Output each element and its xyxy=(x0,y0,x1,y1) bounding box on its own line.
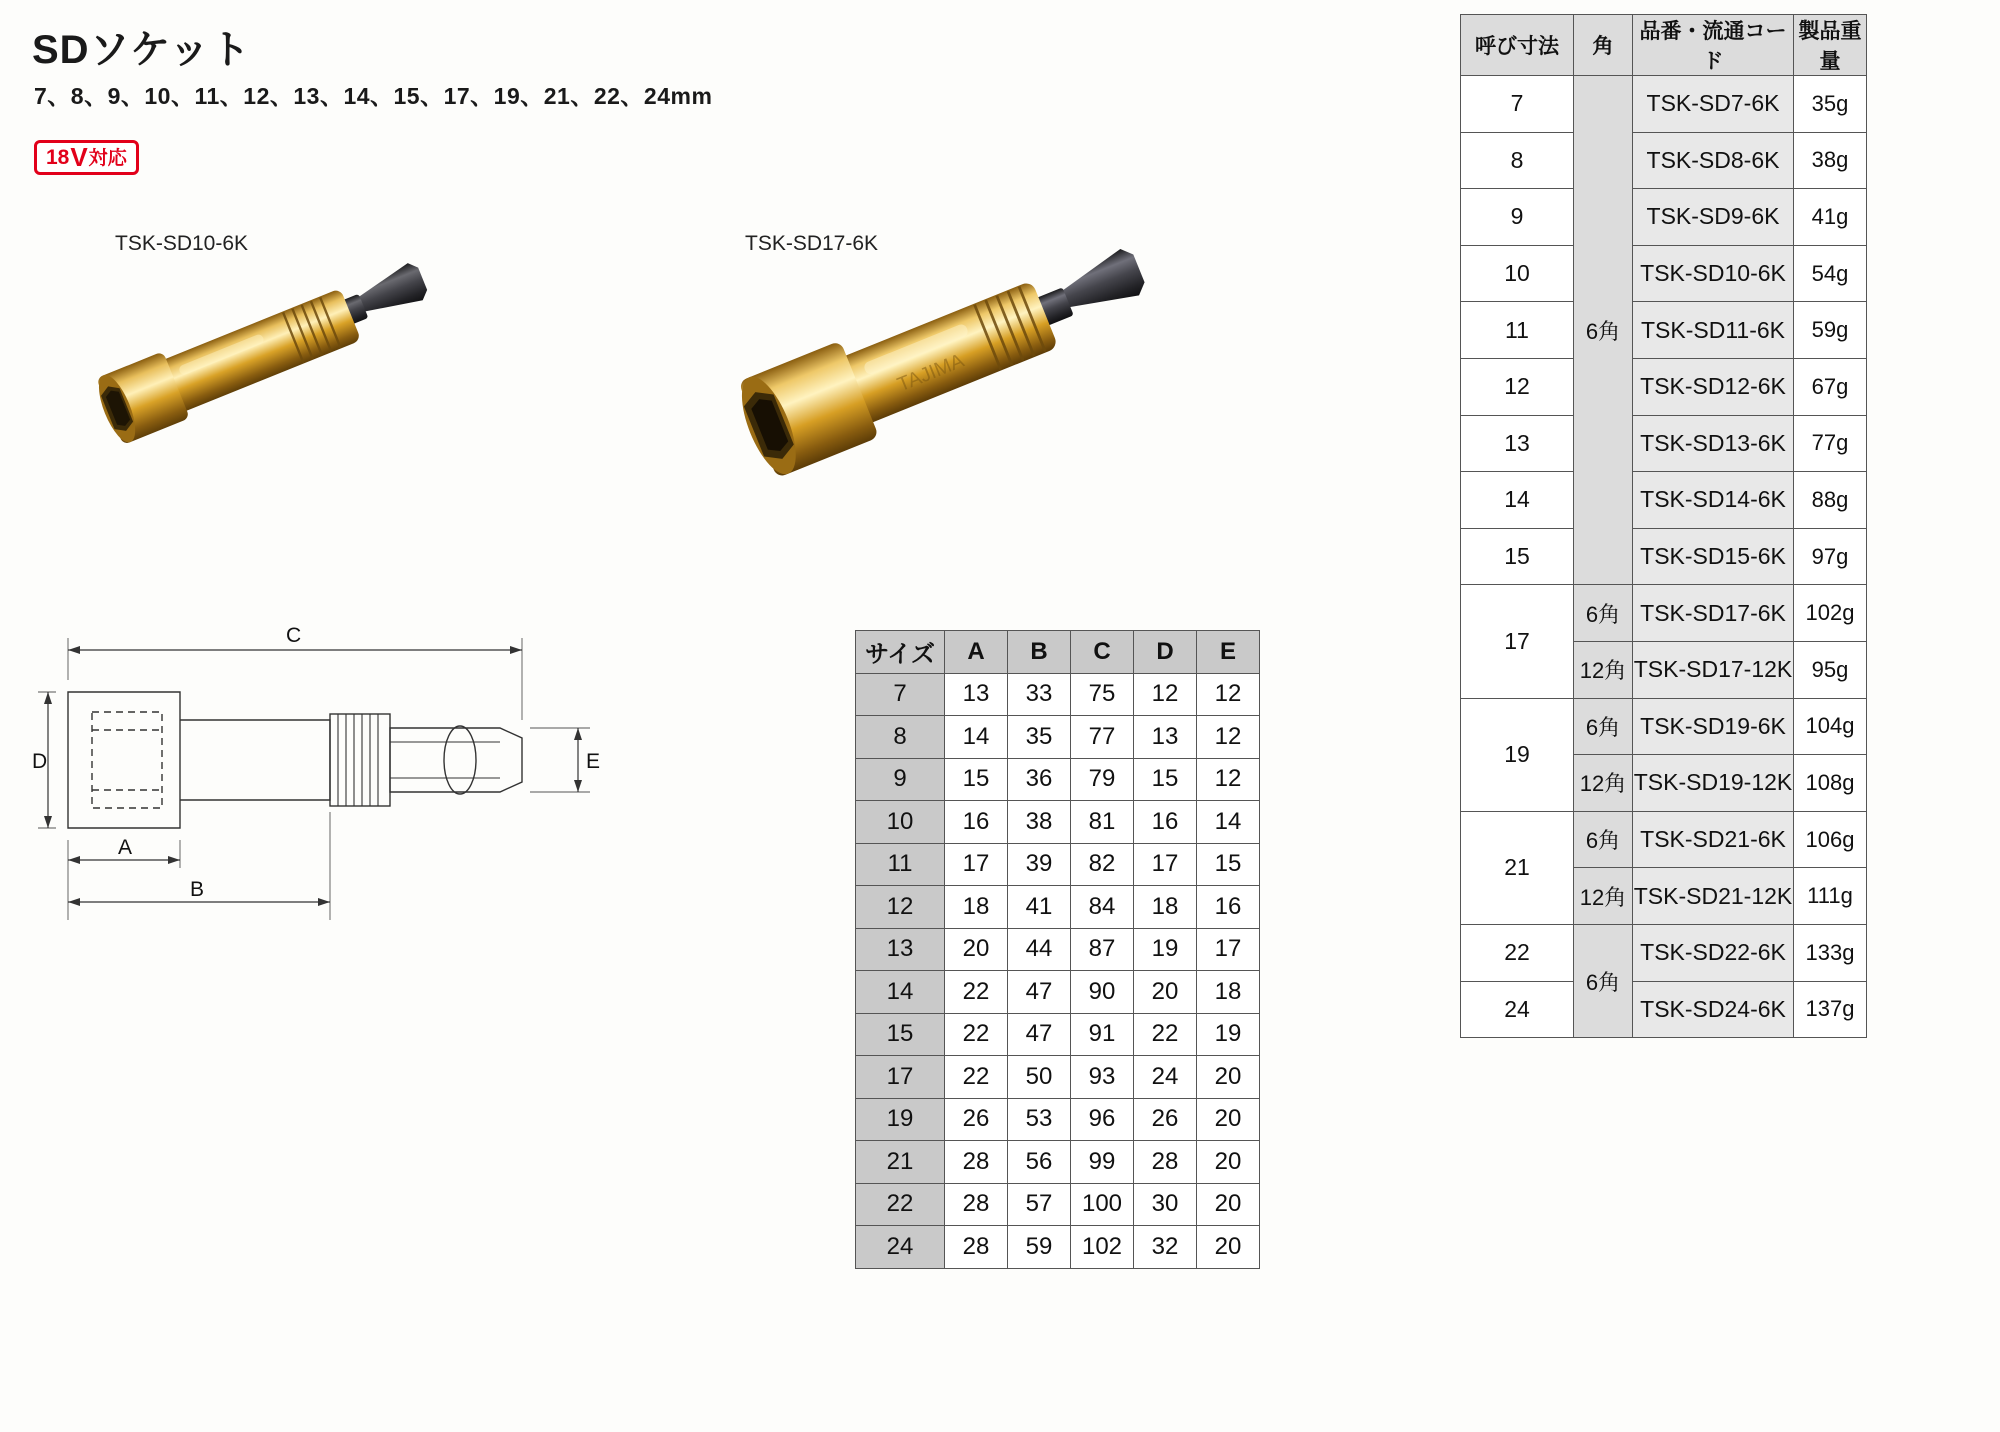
cell-value: 33 xyxy=(1008,673,1071,716)
col-header-b: B xyxy=(1008,631,1071,674)
table-row xyxy=(856,928,1260,971)
cell-value: 13 xyxy=(1134,716,1197,759)
cell-value: 15 xyxy=(1197,843,1260,886)
cell-value: 17 xyxy=(1134,843,1197,886)
cell-value: 16 xyxy=(1134,801,1197,844)
table-row xyxy=(1461,698,1867,755)
cell-value: 20 xyxy=(1134,971,1197,1014)
cell-value: 12 xyxy=(1134,673,1197,716)
cell-value: 12 xyxy=(1197,716,1260,759)
table-row xyxy=(1461,76,1867,133)
table-row xyxy=(856,673,1260,716)
cell-value: 30 xyxy=(1134,1183,1197,1226)
table-row xyxy=(1461,585,1867,642)
table-row xyxy=(1461,924,1867,981)
cell-part-code: TSK-SD8-6K xyxy=(1633,132,1794,189)
cell-value: 50 xyxy=(1008,1056,1071,1099)
cell-value: 12 xyxy=(1197,673,1260,716)
cell-value: 35 xyxy=(1008,716,1071,759)
cell-weight: 38g xyxy=(1794,132,1867,189)
table-row xyxy=(856,886,1260,929)
cell-value: 82 xyxy=(1071,843,1134,886)
cell-kaku: 6角 xyxy=(1574,585,1633,642)
cell-value: 16 xyxy=(945,801,1008,844)
cell-part-code: TSK-SD11-6K xyxy=(1633,302,1794,359)
cell-value: 38 xyxy=(1008,801,1071,844)
part-number-table xyxy=(1460,14,1867,1038)
cell-value: 28 xyxy=(945,1226,1008,1269)
cell-value: 15 xyxy=(1134,758,1197,801)
table-row xyxy=(1461,981,1867,1038)
badge-support-text: 対応 xyxy=(88,148,127,170)
dim-label-a: A xyxy=(118,836,133,859)
cell-value: 24 xyxy=(1134,1056,1197,1099)
cell-value: 39 xyxy=(1008,843,1071,886)
cell-size: 9 xyxy=(856,758,945,801)
badge-volt-unit: V xyxy=(70,142,88,172)
table-row xyxy=(1461,415,1867,472)
product-photo-label-2: TSK-SD17-6K xyxy=(745,232,879,255)
cell-value: 20 xyxy=(1197,1098,1260,1141)
table-row xyxy=(1461,358,1867,415)
cell-nominal-size: 19 xyxy=(1461,698,1574,811)
cell-size: 10 xyxy=(856,801,945,844)
table-row xyxy=(1461,472,1867,529)
cell-nominal-size: 24 xyxy=(1461,981,1574,1038)
cell-weight: 67g xyxy=(1794,358,1867,415)
table-row xyxy=(856,1056,1260,1099)
cell-nominal-size: 17 xyxy=(1461,585,1574,698)
cell-value: 22 xyxy=(1134,1013,1197,1056)
cell-size: 7 xyxy=(856,673,945,716)
cell-weight: 111g xyxy=(1794,868,1867,925)
socket-photo-tsk-sd17 xyxy=(700,190,1320,520)
cell-weight: 137g xyxy=(1794,981,1867,1038)
cell-kaku: 12角 xyxy=(1574,755,1633,812)
cell-nominal-size: 13 xyxy=(1461,415,1574,472)
cell-value: 18 xyxy=(945,886,1008,929)
cell-part-code: TSK-SD24-6K xyxy=(1633,981,1794,1038)
cell-weight: 35g xyxy=(1794,76,1867,133)
cell-value: 19 xyxy=(1197,1013,1260,1056)
table-row xyxy=(1461,811,1867,868)
cell-size: 19 xyxy=(856,1098,945,1141)
table-row xyxy=(856,801,1260,844)
cell-kaku: 6角 xyxy=(1574,698,1633,755)
cell-value: 17 xyxy=(1197,928,1260,971)
cell-part-code: TSK-SD9-6K xyxy=(1633,189,1794,246)
page-subtitle: 7、8、9、10、11、12、13、14、15、17、19、21、22、24mm xyxy=(34,83,713,109)
cell-value: 57 xyxy=(1008,1183,1071,1226)
cell-part-code: TSK-SD21-6K xyxy=(1633,811,1794,868)
cell-kaku: 12角 xyxy=(1574,868,1633,925)
cell-value: 28 xyxy=(945,1141,1008,1184)
cell-value: 93 xyxy=(1071,1056,1134,1099)
product-photo-label-1: TSK-SD10-6K xyxy=(115,232,249,255)
cell-part-code: TSK-SD19-6K xyxy=(1633,698,1794,755)
cell-weight: 106g xyxy=(1794,811,1867,868)
cell-kaku: 6角 xyxy=(1574,924,1633,1037)
cell-value: 96 xyxy=(1071,1098,1134,1141)
cell-weight: 59g xyxy=(1794,302,1867,359)
table-row xyxy=(856,1226,1260,1269)
cell-part-code: TSK-SD17-12K xyxy=(1633,641,1794,698)
cell-weight: 95g xyxy=(1794,641,1867,698)
cell-value: 20 xyxy=(1197,1183,1260,1226)
cell-value: 17 xyxy=(945,843,1008,886)
table-row xyxy=(856,1013,1260,1056)
cell-nominal-size: 8 xyxy=(1461,132,1574,189)
table-row xyxy=(856,971,1260,1014)
cell-weight: 102g xyxy=(1794,585,1867,642)
page-title: SDソケット xyxy=(32,28,252,72)
cell-value: 19 xyxy=(1134,928,1197,971)
col-header-a: A xyxy=(945,631,1008,674)
cell-nominal-size: 11 xyxy=(1461,302,1574,359)
cell-size: 22 xyxy=(856,1183,945,1226)
badge-voltage: 18 xyxy=(46,146,70,170)
cell-value: 81 xyxy=(1071,801,1134,844)
cell-nominal-size: 21 xyxy=(1461,811,1574,924)
cell-value: 90 xyxy=(1071,971,1134,1014)
cell-size: 17 xyxy=(856,1056,945,1099)
cell-nominal-size: 9 xyxy=(1461,189,1574,246)
cell-value: 28 xyxy=(945,1183,1008,1226)
cell-part-code: TSK-SD21-12K xyxy=(1633,868,1794,925)
cell-value: 47 xyxy=(1008,1013,1071,1056)
cell-value: 87 xyxy=(1071,928,1134,971)
table-row xyxy=(856,843,1260,886)
status-badge xyxy=(34,140,139,175)
cell-kaku: 12角 xyxy=(1574,641,1633,698)
dim-label-e: E xyxy=(586,750,601,773)
dim-label-b: B xyxy=(190,878,205,901)
col-header-size: サイズ xyxy=(856,631,945,674)
cell-nominal-size: 10 xyxy=(1461,245,1574,302)
col-header-nominal: 呼び寸法 xyxy=(1461,15,1574,76)
cell-size: 11 xyxy=(856,843,945,886)
cell-nominal-size: 15 xyxy=(1461,528,1574,585)
cell-size: 13 xyxy=(856,928,945,971)
cell-value: 75 xyxy=(1071,673,1134,716)
cell-value: 20 xyxy=(1197,1056,1260,1099)
size-table xyxy=(855,630,1260,1269)
cell-value: 12 xyxy=(1197,758,1260,801)
cell-value: 13 xyxy=(945,673,1008,716)
cell-value: 28 xyxy=(1134,1141,1197,1184)
cell-kaku: 6角 xyxy=(1574,811,1633,868)
cell-value: 22 xyxy=(945,971,1008,1014)
cell-part-code: TSK-SD17-6K xyxy=(1633,585,1794,642)
cell-value: 47 xyxy=(1008,971,1071,1014)
cell-value: 16 xyxy=(1197,886,1260,929)
table-row xyxy=(1461,528,1867,585)
table-header-row xyxy=(856,631,1260,674)
cell-value: 22 xyxy=(945,1056,1008,1099)
cell-value: 18 xyxy=(1197,971,1260,1014)
cell-size: 8 xyxy=(856,716,945,759)
cell-value: 44 xyxy=(1008,928,1071,971)
cell-value: 79 xyxy=(1071,758,1134,801)
cell-size: 15 xyxy=(856,1013,945,1056)
cell-value: 14 xyxy=(1197,801,1260,844)
cell-nominal-size: 22 xyxy=(1461,924,1574,981)
table-row xyxy=(856,1098,1260,1141)
cell-part-code: TSK-SD15-6K xyxy=(1633,528,1794,585)
col-header-d: D xyxy=(1134,631,1197,674)
cell-part-code: TSK-SD13-6K xyxy=(1633,415,1794,472)
cell-value: 22 xyxy=(945,1013,1008,1056)
cell-weight: 41g xyxy=(1794,189,1867,246)
cell-value: 15 xyxy=(945,758,1008,801)
cell-weight: 54g xyxy=(1794,245,1867,302)
cell-size: 24 xyxy=(856,1226,945,1269)
cell-value: 41 xyxy=(1008,886,1071,929)
col-header-weight: 製品重量 xyxy=(1794,15,1867,76)
col-header-code: 品番・流通コード xyxy=(1633,15,1794,76)
table-row xyxy=(1461,302,1867,359)
cell-value: 56 xyxy=(1008,1141,1071,1184)
cell-part-code: TSK-SD22-6K xyxy=(1633,924,1794,981)
cell-value: 14 xyxy=(945,716,1008,759)
cell-size: 12 xyxy=(856,886,945,929)
cell-value: 20 xyxy=(945,928,1008,971)
cell-size: 21 xyxy=(856,1141,945,1184)
cell-weight: 108g xyxy=(1794,755,1867,812)
cell-kaku: 6角 xyxy=(1574,76,1633,585)
cell-part-code: TSK-SD10-6K xyxy=(1633,245,1794,302)
cell-nominal-size: 14 xyxy=(1461,472,1574,529)
cell-value: 18 xyxy=(1134,886,1197,929)
cell-weight: 88g xyxy=(1794,472,1867,529)
cell-nominal-size: 12 xyxy=(1461,358,1574,415)
cell-weight: 104g xyxy=(1794,698,1867,755)
cell-part-code: TSK-SD19-12K xyxy=(1633,755,1794,812)
cell-value: 59 xyxy=(1008,1226,1071,1269)
cell-value: 32 xyxy=(1134,1226,1197,1269)
cell-value: 99 xyxy=(1071,1141,1134,1184)
cell-value: 26 xyxy=(1134,1098,1197,1141)
cell-value: 20 xyxy=(1197,1141,1260,1184)
cell-value: 20 xyxy=(1197,1226,1260,1269)
table-row xyxy=(856,1183,1260,1226)
cell-weight: 97g xyxy=(1794,528,1867,585)
table-row xyxy=(1461,245,1867,302)
cell-value: 100 xyxy=(1071,1183,1134,1226)
cell-part-code: TSK-SD12-6K xyxy=(1633,358,1794,415)
dimension-drawing xyxy=(30,620,710,960)
cell-weight: 133g xyxy=(1794,924,1867,981)
table-row xyxy=(1461,189,1867,246)
cell-value: 91 xyxy=(1071,1013,1134,1056)
cell-size: 14 xyxy=(856,971,945,1014)
cell-nominal-size: 7 xyxy=(1461,76,1574,133)
socket-photo-tsk-sd10 xyxy=(60,200,580,490)
cell-value: 84 xyxy=(1071,886,1134,929)
cell-part-code: TSK-SD7-6K xyxy=(1633,76,1794,133)
dim-label-c: C xyxy=(286,624,302,647)
col-header-kaku: 角 xyxy=(1574,15,1633,76)
table-header-row xyxy=(1461,15,1867,76)
svg-text:TAJIMA: TAJIMA xyxy=(894,349,968,397)
cell-value: 53 xyxy=(1008,1098,1071,1141)
table-row xyxy=(856,716,1260,759)
table-row xyxy=(856,1141,1260,1184)
dim-label-d: D xyxy=(32,750,48,773)
cell-value: 36 xyxy=(1008,758,1071,801)
table-row xyxy=(856,758,1260,801)
cell-value: 26 xyxy=(945,1098,1008,1141)
cell-weight: 77g xyxy=(1794,415,1867,472)
cell-value: 77 xyxy=(1071,716,1134,759)
cell-value: 102 xyxy=(1071,1226,1134,1269)
cell-part-code: TSK-SD14-6K xyxy=(1633,472,1794,529)
col-header-c: C xyxy=(1071,631,1134,674)
col-header-e: E xyxy=(1197,631,1260,674)
table-row xyxy=(1461,132,1867,189)
